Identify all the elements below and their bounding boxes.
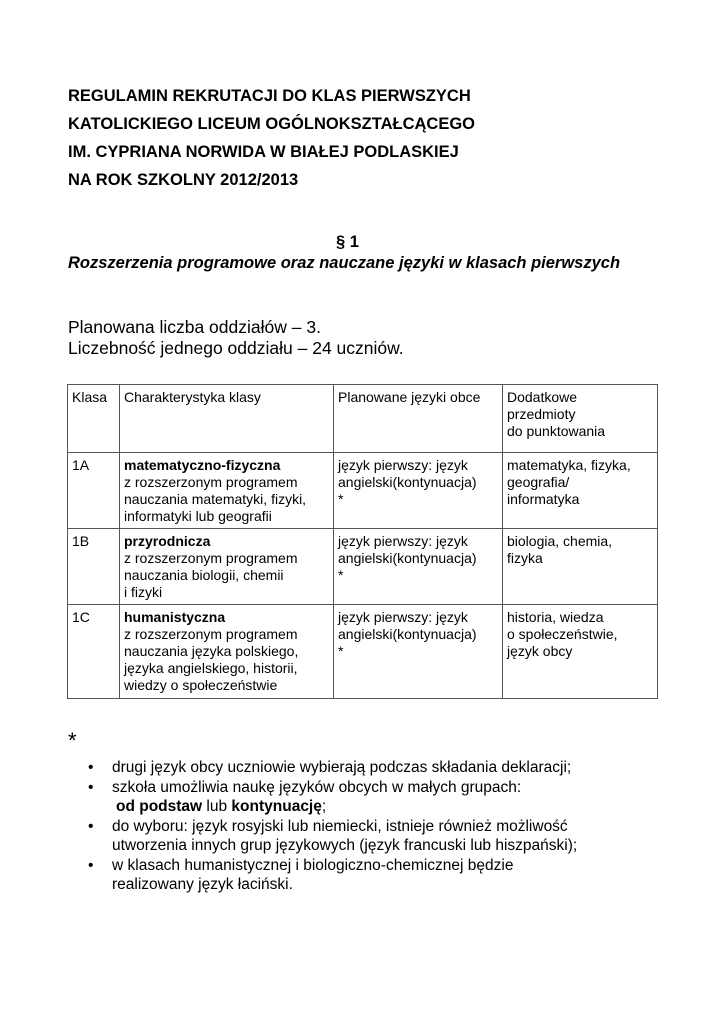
classes-table [67, 384, 658, 699]
cell-jezyki: język pierwszy: język angielski(kontynuacja) * [334, 453, 503, 529]
cell-charakterystyka [120, 529, 334, 605]
note-bold: od podstaw [116, 798, 203, 815]
note-text: drugi język obcy uczniowie wybierają podczas składania deklaracji; [112, 759, 572, 776]
footnote-star: * [68, 728, 77, 753]
title-line-4: NA ROK SZKOLNY 2012/2013 [68, 171, 299, 189]
list-item [86, 758, 646, 778]
table-row [68, 529, 658, 605]
section-mark: § 1 [336, 233, 359, 251]
list-item [86, 856, 646, 895]
document-title [68, 82, 475, 194]
cell-dodatkowe: matematyka, fizyka, geografia/ informatyka [503, 453, 658, 529]
header-klasa: Klasa [68, 385, 120, 453]
notes-list [86, 758, 646, 895]
table-row [68, 605, 658, 699]
class-profile-name: matematyczno-fizyczna [124, 457, 281, 473]
header-jezyki: Planowane języki obce [334, 385, 503, 453]
title-line-3: IM. CYPRIANA NORWIDA W BIAŁEJ PODLASKIEJ [68, 143, 459, 161]
section-heading: Rozszerzenia programowe oraz nauczane języki w klasach pierwszych [68, 254, 621, 272]
note-text: do wyboru: język rosyjski lub niemiecki, istnieje również możliwość utworzenia innych grup językowych (język francuski lub hiszpański); [112, 817, 578, 854]
cell-klasa: 1A [68, 453, 120, 529]
note-text: ; [321, 798, 327, 815]
cell-klasa: 1C [68, 605, 120, 699]
cell-klasa: 1B [68, 529, 120, 605]
note-text: szkoła umożliwia naukę języków obcych w małych grupach: [112, 778, 522, 796]
note-text: lub [202, 798, 232, 815]
bullet-icon: • [88, 759, 94, 776]
title-line-2: KATOLICKIEGO LICEUM OGÓLNOKSZTAŁCĄCEGO [68, 115, 475, 133]
class-profile-desc: z rozszerzonym programem nauczania języka polskiego, języka angielskiego, historii, wiedzy o społeczeństwie [124, 626, 299, 693]
cell-dodatkowe: historia, wiedza o społeczeństwie, język obcy [503, 605, 658, 699]
class-profile-name: humanistyczna [124, 609, 226, 625]
note-text: w klasach humanistycznej i biologiczno-chemicznej będzie realizowany język łaciński. [112, 856, 514, 893]
class-profile-name: przyrodnicza [124, 533, 211, 549]
cell-charakterystyka [120, 453, 334, 529]
table-header-row [68, 385, 658, 453]
bullet-icon: • [88, 778, 94, 796]
plan-line-1: Planowana liczba oddziałów – 3. [68, 317, 321, 337]
plan-line-2: Liczebność jednego oddziału – 24 uczniów. [68, 338, 404, 358]
plan-info [68, 317, 404, 359]
cell-jezyki: język pierwszy: język angielski(kontynuacja) * [334, 605, 503, 699]
title-line-1: REGULAMIN REKRUTACJI DO KLAS PIERWSZYCH [68, 87, 471, 105]
list-item [86, 817, 646, 856]
bullet-icon: • [88, 856, 94, 874]
cell-dodatkowe: biologia, chemia, fizyka [503, 529, 658, 605]
class-profile-desc: z rozszerzonym programem nauczania matematyki, fizyki, informatyki lub geografii [124, 474, 307, 524]
header-charakterystyka: Charakterystyka klasy [120, 385, 334, 453]
bullet-icon: • [88, 817, 94, 835]
note-bold: kontynuację [231, 798, 322, 815]
list-item [86, 778, 646, 817]
class-profile-desc: z rozszerzonym programem nauczania biologii, chemii i fizyki [124, 550, 298, 600]
table-row [68, 453, 658, 529]
header-dodatkowe: Dodatkowe przedmioty do punktowania [503, 385, 658, 453]
cell-jezyki: język pierwszy: język angielski(kontynuacja) * [334, 529, 503, 605]
cell-charakterystyka [120, 605, 334, 699]
